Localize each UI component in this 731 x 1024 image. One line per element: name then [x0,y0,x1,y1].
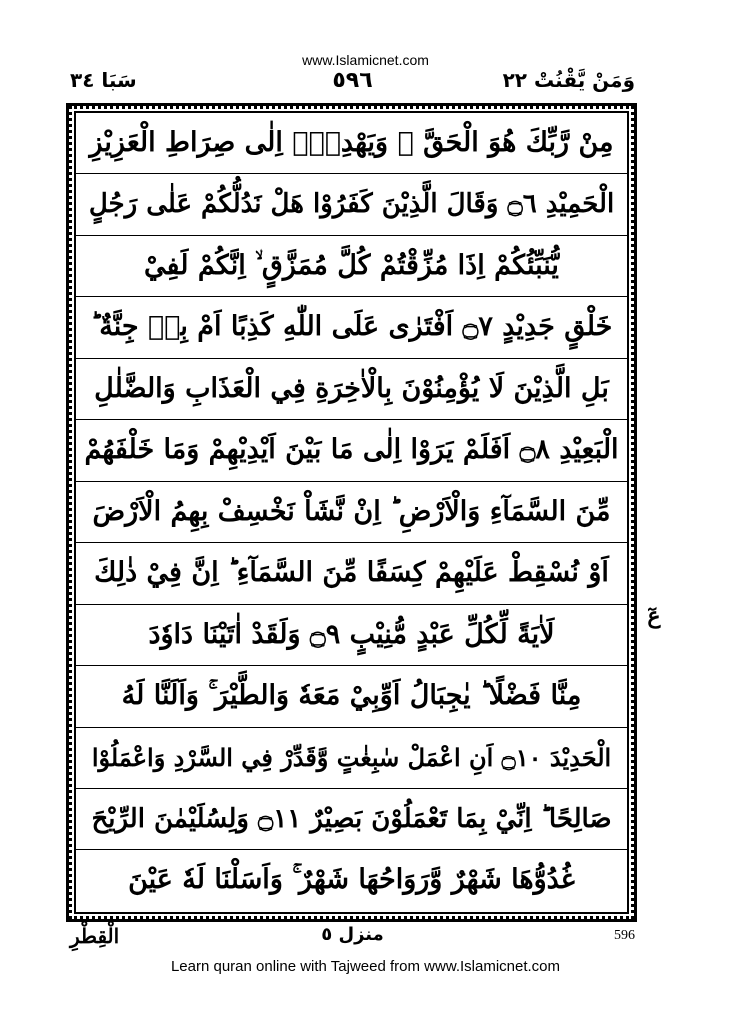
juz-name: وَمَنْ يَّقْنُتْ ٢٢ [502,68,635,92]
text-line: صَالِحًا ؕ اِنِّيْ بِمَا تَعْمَلُوْنَ بَصِيْرٌ ۝١١ وَلِسُلَيْمٰنَ الرِّيْحَ [76,789,627,850]
page-footer [70,924,635,954]
text-line: مِّنَ السَّمَآءِ وَالْاَرْضِ ؕ اِنْ نَّشَاْ نَخْسِفْ بِهِمُ الْاَرْضَ [76,482,627,543]
manzil-label: منزل ٥ [321,924,384,945]
surah-name: سَبَا ٣٤ [70,68,137,92]
text-line: مِنَّا فَضْلًا ؕ يٰجِبَالُ اَوِّبِيْ مَعَهٗ وَالطَّيْرَ ۚ وَاَلَنَّا لَهُ [76,666,627,727]
page-header [70,68,635,98]
text-line: الْبَعِيْدِ ۝٨ اَفَلَمْ يَرَوْا اِلٰى مَا بَيْنَ اَيْدِيْهِمْ وَمَا خَلْفَهُمْ [76,420,627,481]
quran-text-block [76,113,627,912]
text-line: الْحَمِيْدِ ۝٦ وَقَالَ الَّذِيْنَ كَفَرُوْا هَلْ نَدُلُّكُمْ عَلٰى رَجُلٍ [76,174,627,235]
text-line: الْحَدِيْدَ ۝١٠ اَنِ اعْمَلْ سٰبِغٰتٍ وَّقَدِّرْ فِي السَّرْدِ وَاعْمَلُوْا [76,728,627,789]
text-line: يُّنَبِّئُكُمْ اِذَا مُزِّقْتُمْ كُلَّ مُمَزَّقٍ ۙ اِنَّكُمْ لَفِيْ [76,236,627,297]
catchword: الْقِطْرِ [70,924,120,948]
text-line: خَلْقٍ جَدِيْدٍ ۝٧ اَفْتَرٰى عَلَى اللّٰهِ كَذِبًا اَمْ بِهٖ جِنَّةٌ ؕ [76,297,627,358]
text-line: مِنْ رَّبِّكَ هُوَ الْحَقَّ ۙ وَيَهْدِيْۤ اِلٰى صِرَاطِ الْعَزِيْزِ [76,113,627,174]
text-line: غُدُوُّهَا شَهْرٌ وَّرَوَاحُهَا شَهْرٌ ۚ وَاَسَلْنَا لَهٗ عَيْنَ [128,864,575,896]
rukoo-marker: عٓ [647,603,661,629]
site-url: www.Islamicnet.com [302,52,429,68]
page-number: 596 [614,928,635,943]
text-line: بَلِ الَّذِيْنَ لَا يُؤْمِنُوْنَ بِالْاٰخِرَةِ فِي الْعَذَابِ وَالضَّلٰلِ [76,359,627,420]
text-line: اَوْ نُسْقِطْ عَلَيْهِمْ كِسَفًا مِّنَ السَّمَآءِ ؕ اِنَّ فِيْ ذٰلِكَ [76,543,627,604]
page-number-arabic: ٥٩٦ [332,68,373,93]
text-line: لَاٰيَةً لِّكُلِّ عَبْدٍ مُّنِيْبٍ ۝٩ وَلَقَدْ اٰتَيْنَا دَاوٗدَ [76,605,627,666]
bottom-promo-text[interactable]: Learn quran online with Tajweed from www.Islamicnet.com [170,958,561,975]
